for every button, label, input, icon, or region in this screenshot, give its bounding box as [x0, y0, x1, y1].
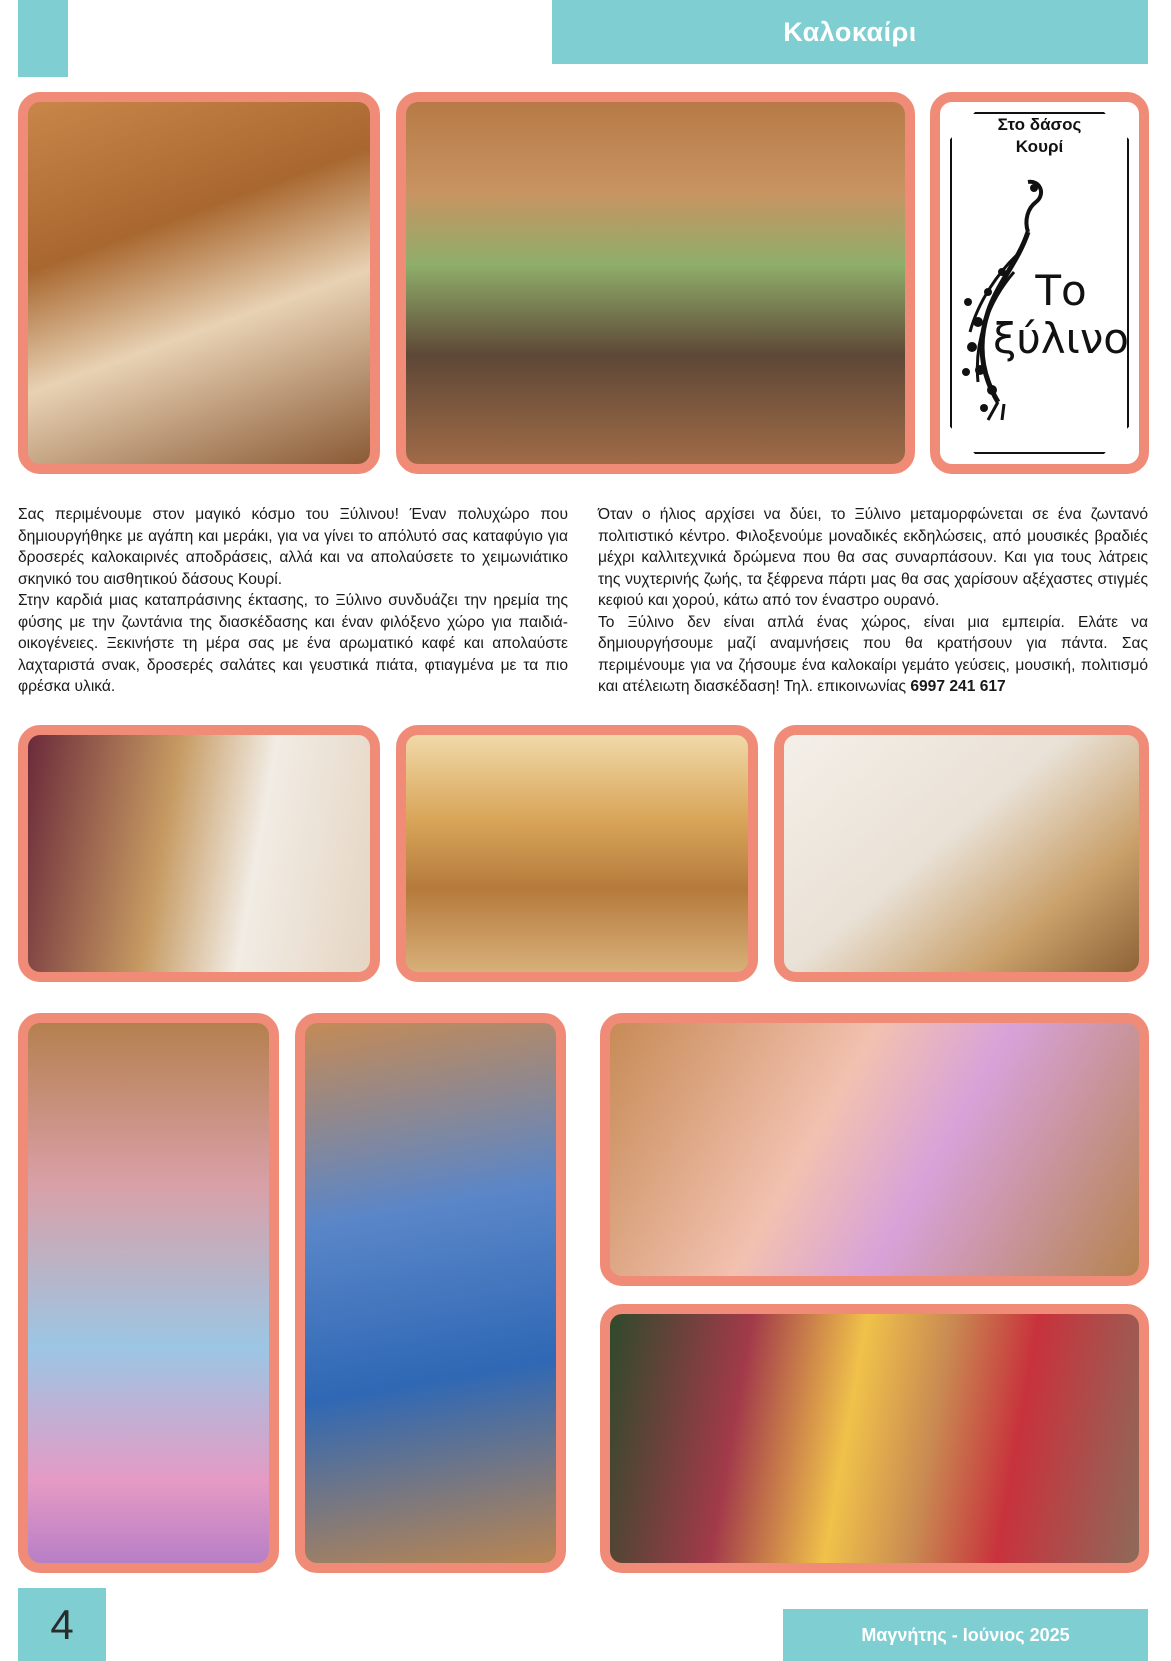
chocolate-photo-fill [784, 735, 1139, 972]
photo-party-decor [600, 1013, 1149, 1286]
logo-card [930, 92, 1149, 474]
party-table-photo-fill [28, 1023, 269, 1563]
section-title-bar [552, 0, 1148, 64]
photo-wooden-interior [18, 92, 380, 474]
snacks-photo-fill [406, 735, 748, 972]
terrace-photo-fill [406, 102, 905, 464]
issue-bar [783, 1609, 1148, 1661]
photo-summer-drinks [600, 1304, 1149, 1573]
article-paragraph: Όταν ο ήλιος αρχίσει να δύει, το Ξύλινο μεταμορφώνεται σε ένα ζωντανό πολιτιστικό κέντρο. Φιλοξενούμε μοναδικές εκδηλώσεις, από μουσικές βραδιές μέχρι καλλιτεχνικά δρώμενα που θα σας συναρπάσουν. Και για τους λάτρεις της νυχτερινής ζωής, τα ξέφρενα πάρτι μας θα σας χαρίσουν αξέχαστες στιγμές κεφιού και χορού, κάτω από τον έναστρο ουρανό. [598, 506, 1148, 609]
section-title: Καλοκαίρι [783, 16, 917, 47]
logo-name [993, 267, 1129, 363]
interior-photo-fill [28, 102, 370, 464]
party-decor-photo-fill [610, 1023, 1139, 1276]
logo-name-line2: ξύλινο [993, 314, 1129, 363]
photo-terrace [396, 92, 915, 474]
phone-number: 6997 241 617 [910, 678, 1006, 695]
corner-accent-block [18, 0, 68, 77]
article-right-column [598, 504, 1148, 698]
article-left-column [18, 504, 568, 698]
logo-tagline [940, 114, 1139, 158]
article-paragraph: Στην καρδιά μιας καταπράσινης έκτασης, το Ξύλινο συνδυάζει την ηρεμία της φύσης με την ζωντάνια της διασκέδασης και έναν φιλόξενο χώρο για παιδιά-οικογένειες. Ξεκινήστε τη μέρα σας με ένα αρωματικό καφέ και απολαύστε λαχταριστά σνακ, δροσερές σαλάτες και γευστικά πιάτα, φτιαγμένα με τα πιο φρέσκα υλικά. [18, 592, 568, 695]
photo-gaming-party-table [295, 1013, 566, 1573]
drinks-photo-fill [28, 735, 370, 972]
photo-hot-chocolate [774, 725, 1149, 982]
photo-drinks-menu [18, 725, 380, 982]
page-number-box [18, 1588, 106, 1661]
logo-name-line1: Το [1035, 266, 1087, 315]
article-closing [598, 612, 1148, 698]
issue-label: Μαγνήτης - Ιούνιος 2025 [861, 1624, 1070, 1645]
gaming-table-photo-fill [305, 1023, 556, 1563]
logo-tagline-line1: Στο δάσος [997, 115, 1082, 134]
summer-drinks-photo-fill [610, 1314, 1139, 1563]
logo-tagline-line2: Κουρί [1015, 137, 1064, 156]
photo-kids-party-table [18, 1013, 279, 1573]
article-paragraph: Σας περιμένουμε στον μαγικό κόσμο του Ξύλινου! Έναν πολυχώρο που δημιουργήθηκε με αγάπη και μεράκι, για να γίνει το απόλυτό σας καταφύγιο για δροσερές καλοκαιρινές αποδράσεις, αλλά και να απολαύσετε το χειμωνιάτικο σκηνικό του αισθητικού δάσους Κουρί. [18, 506, 568, 588]
closing-text: Το Ξύλινο δεν είναι απλά ένας χώρος, είναι μια εμπειρία. Ελάτε να δημιουργήσουμε μαζί αναμνήσεις που θα κρατήσουν για πάντα. Σας περιμένουμε για να ζήσουμε ένα καλοκαίρι γεμάτο γεύσεις, μουσική, πολιτισμό και ατέλειωτη διασκέδαση! Τηλ. επικοινωνίας [598, 613, 1148, 695]
photo-snacks [396, 725, 758, 982]
page-number: 4 [50, 1600, 74, 1648]
